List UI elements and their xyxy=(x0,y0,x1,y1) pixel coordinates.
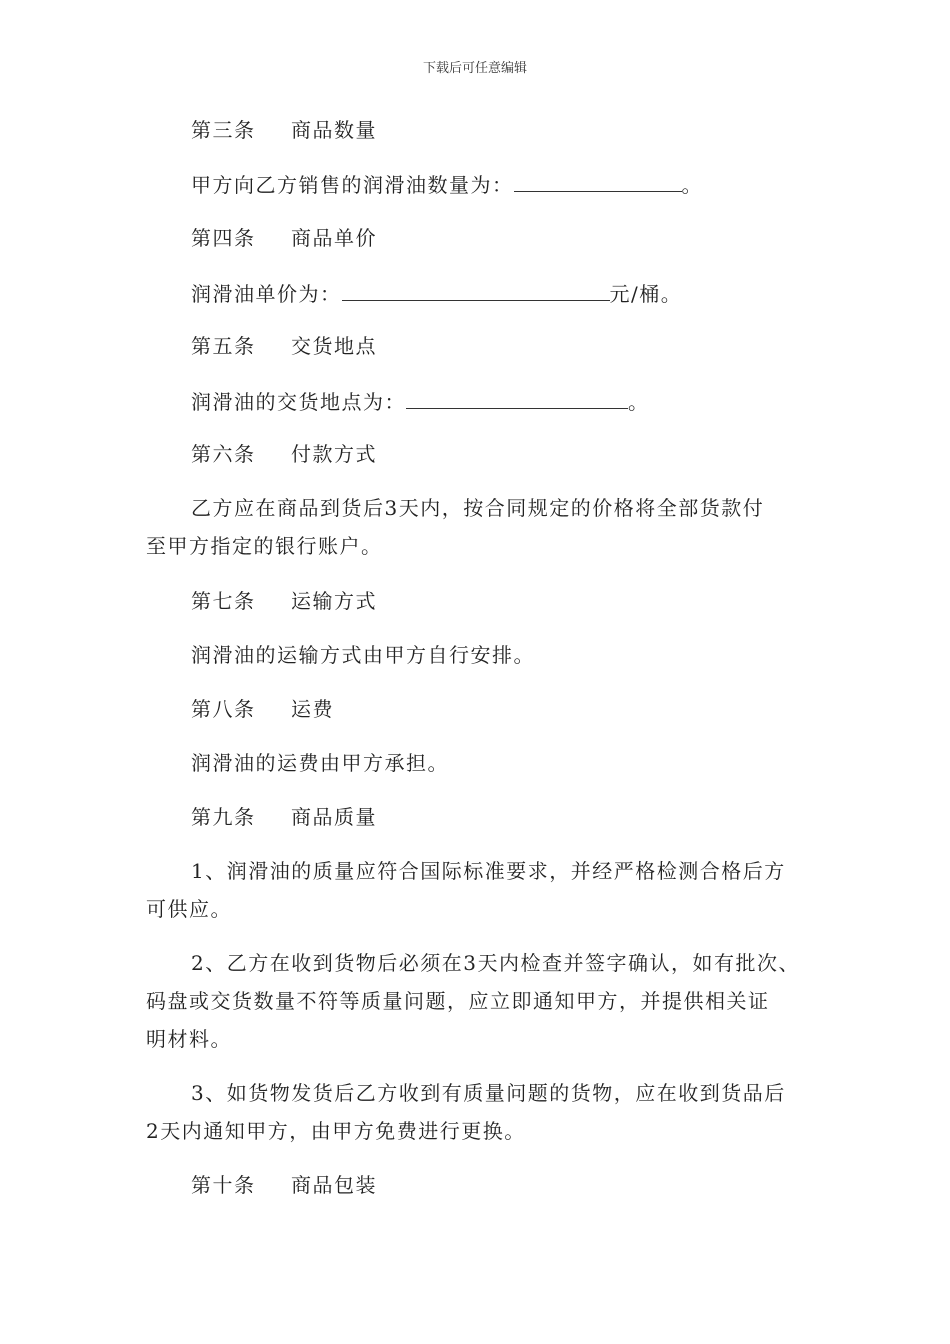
section-9-item3-line2: 2天内通知甲方，由甲方免费进行更换。 xyxy=(146,1119,526,1143)
section-8-number: 第八条 xyxy=(191,697,256,721)
section-9-heading xyxy=(146,799,871,835)
section-10-heading xyxy=(146,1167,871,1203)
delivery-location-blank xyxy=(406,384,628,409)
section-5-number: 第五条 xyxy=(191,334,256,358)
section-3-heading xyxy=(146,112,871,148)
section-5-body-prefix: 润滑油的交货地点为： xyxy=(191,390,406,414)
section-3-title: 商品数量 xyxy=(291,118,377,142)
section-6-body-line1: 乙方应在商品到货后3天内，按合同规定的价格将全部货款付 xyxy=(191,496,765,520)
section-9-item2-line2: 码盘或交货数量不符等质量问题，应立即通知甲方，并提供相关证 xyxy=(146,989,770,1013)
section-6-title: 付款方式 xyxy=(291,442,377,466)
section-9-item2-line1: 2、乙方在收到货物后必须在3天内检查并签字确认，如有批次、 xyxy=(191,951,800,975)
section-8-heading xyxy=(146,691,871,727)
section-4-heading xyxy=(146,220,871,256)
section-10-title: 商品包装 xyxy=(291,1173,377,1197)
section-9-item1-line1: 1、润滑油的质量应符合国际标准要求，并经严格检测合格后方 xyxy=(191,859,786,883)
quantity-blank xyxy=(514,167,682,192)
header-note: 下载后可任意编辑 xyxy=(422,61,527,76)
section-6-heading xyxy=(146,436,871,472)
section-4-number: 第四条 xyxy=(191,226,256,250)
section-9-title: 商品质量 xyxy=(291,805,377,829)
section-5-title: 交货地点 xyxy=(291,334,377,358)
section-7-title: 运输方式 xyxy=(291,589,377,613)
section-8-body: 润滑油的运费由甲方承担。 xyxy=(191,751,449,775)
section-3-number: 第三条 xyxy=(191,118,256,142)
unit-price-blank xyxy=(342,276,610,301)
section-5-heading xyxy=(146,328,871,364)
section-5-body-suffix: 。 xyxy=(628,390,650,414)
section-7-number: 第七条 xyxy=(191,589,256,613)
section-6-body-line2: 至甲方指定的银行账户。 xyxy=(146,534,383,558)
section-4-body xyxy=(146,276,871,312)
section-9-item2-line3: 明材料。 xyxy=(146,1027,232,1051)
section-8-title: 运费 xyxy=(291,697,334,721)
section-7-heading xyxy=(146,583,871,619)
section-6-number: 第六条 xyxy=(191,442,256,466)
section-4-body-prefix: 润滑油单价为： xyxy=(191,282,342,306)
section-9-number: 第九条 xyxy=(191,805,256,829)
section-7-body: 润滑油的运输方式由甲方自行安排。 xyxy=(191,643,535,667)
section-4-body-suffix: 元/桶。 xyxy=(609,282,683,306)
section-5-body xyxy=(146,384,871,420)
section-3-body xyxy=(146,167,871,203)
section-3-body-prefix: 甲方向乙方销售的润滑油数量为： xyxy=(191,173,514,197)
section-9-item1-line2: 可供应。 xyxy=(146,897,232,921)
section-3-body-suffix: 。 xyxy=(681,173,703,197)
section-10-number: 第十条 xyxy=(191,1173,256,1197)
section-4-title: 商品单价 xyxy=(291,226,377,250)
section-9-item3-line1: 3、如货物发货后乙方收到有质量问题的货物，应在收到货品后 xyxy=(191,1081,786,1105)
